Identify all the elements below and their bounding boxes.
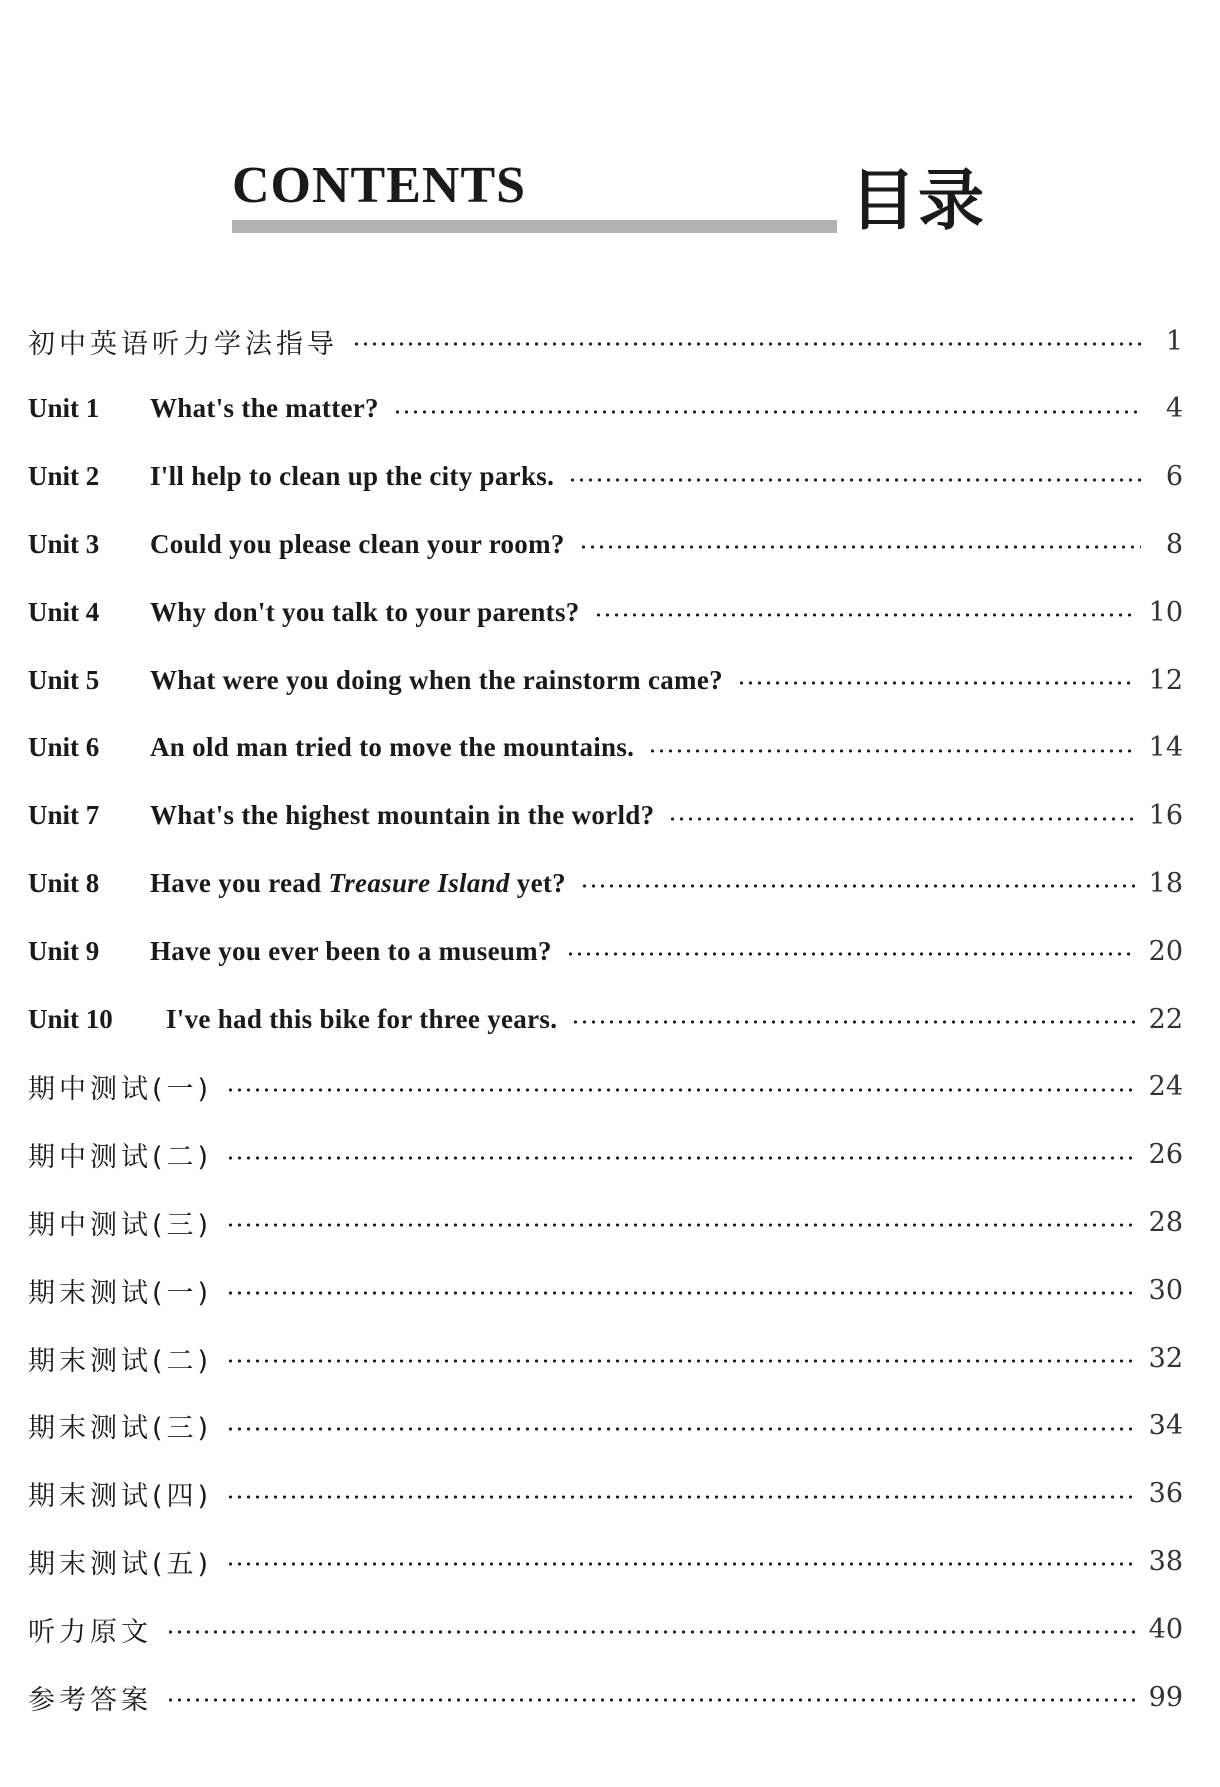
- toc-entry[interactable]: [28, 728, 1183, 768]
- toc-entry-page-number: 40: [1148, 1613, 1183, 1645]
- dot-leader: [226, 1495, 1135, 1499]
- toc-entry-page-number: 26: [1148, 1139, 1183, 1171]
- toc-entry[interactable]: [28, 457, 1183, 497]
- toc-entry[interactable]: [28, 1677, 1183, 1717]
- toc-entry[interactable]: [28, 389, 1183, 429]
- toc-entry-unit-number: Unit 6: [28, 732, 100, 763]
- page-header: [0, 0, 1220, 260]
- toc-entry-title: What's the highest mountain in the world?: [150, 800, 655, 831]
- dot-leader: [226, 1562, 1135, 1566]
- toc-entry-page-number: 38: [1148, 1545, 1183, 1577]
- dot-leader: [571, 1020, 1134, 1024]
- toc-entry-page-number: 28: [1148, 1206, 1183, 1238]
- contents-heading-chinese: 目录: [850, 162, 986, 239]
- toc-entry-title: Have you ever been to a museum?: [150, 935, 552, 966]
- toc-entry-page-number: 22: [1148, 1003, 1183, 1035]
- toc-entry-title: What were you doing when the rainstorm came?: [150, 664, 723, 695]
- toc-entry[interactable]: [28, 931, 1183, 971]
- toc-entry-title-part: Have you read: [150, 867, 329, 898]
- toc-entry[interactable]: [28, 321, 1183, 361]
- toc-entry-title: Why don't you talk to your parents?: [150, 596, 580, 627]
- toc-entry-unit-number: Unit 5: [28, 664, 100, 695]
- toc-entry-page-number: 6: [1165, 461, 1183, 493]
- toc-entry-title: 期末测试(二): [28, 1345, 213, 1377]
- toc-entry-page-number: 99: [1148, 1681, 1183, 1713]
- dot-leader: [579, 545, 1141, 549]
- toc-entry-unit-number: Unit 7: [28, 800, 100, 831]
- toc-entry-page-number: 34: [1148, 1410, 1183, 1442]
- heading-underline-bar: [232, 220, 837, 233]
- toc-entry-title: An old man tried to move the mountains.: [150, 732, 635, 763]
- toc-entry[interactable]: [28, 524, 1183, 564]
- toc-entry-unit-number: Unit 2: [28, 461, 100, 492]
- dot-leader: [668, 817, 1134, 821]
- dot-leader: [566, 952, 1135, 956]
- toc-entry[interactable]: [28, 1202, 1183, 1242]
- toc-entry[interactable]: [28, 1135, 1183, 1175]
- dot-leader: [166, 1698, 1135, 1702]
- toc-entry-title: 期中测试(三): [28, 1209, 213, 1241]
- toc-entry[interactable]: [28, 592, 1183, 632]
- toc-entry-title: 听力原文: [28, 1616, 152, 1648]
- contents-heading: CONTENTS: [232, 157, 527, 214]
- toc-entry[interactable]: [28, 1067, 1183, 1107]
- toc-entry-unit-number: Unit 3: [28, 528, 100, 559]
- toc-entry-page-number: 30: [1148, 1274, 1183, 1306]
- dot-leader: [166, 1630, 1135, 1634]
- toc-entry-title: 期中测试(二): [28, 1142, 213, 1174]
- toc-entry-title: 期末测试(三): [28, 1413, 213, 1445]
- dot-leader: [226, 1359, 1135, 1363]
- toc-entry-title: I'll help to clean up the city parks.: [150, 461, 555, 492]
- toc-entry-title: 期末测试(四): [28, 1481, 213, 1513]
- toc-entry-page-number: 20: [1148, 935, 1183, 967]
- toc-entry-page-number: 24: [1148, 1071, 1183, 1103]
- toc-entry-unit-number: Unit 9: [28, 935, 100, 966]
- toc-entry-title: What's the matter?: [150, 393, 379, 424]
- toc-entry-unit-number: Unit 1: [28, 393, 100, 424]
- toc-entry[interactable]: [28, 999, 1183, 1039]
- toc-entry-unit-number: Unit 8: [28, 867, 100, 898]
- toc-entry-page-number: 32: [1148, 1342, 1183, 1374]
- toc-entry-title: [150, 868, 566, 899]
- toc-entry-title: 期中测试(一): [28, 1074, 213, 1106]
- toc-entry-title: I've had this bike for three years.: [166, 1003, 558, 1034]
- toc-entry-page-number: 16: [1148, 800, 1183, 832]
- dot-leader: [568, 478, 1141, 482]
- dot-leader: [648, 749, 1134, 753]
- toc-entry[interactable]: [28, 1474, 1183, 1514]
- toc-entry-title: 参考答案: [28, 1684, 152, 1716]
- toc-entry-page-number: 4: [1165, 393, 1183, 425]
- toc-entry-title: 初中英语听力学法指导: [28, 328, 338, 360]
- toc-entry-page-number: 8: [1165, 528, 1183, 560]
- toc-entry-unit-number: Unit 4: [28, 596, 100, 627]
- toc-entry[interactable]: [28, 1338, 1183, 1378]
- toc-entry[interactable]: [28, 863, 1183, 903]
- toc-entry-book-title: Treasure Island: [328, 867, 510, 898]
- toc-entry-page-number: 36: [1148, 1478, 1183, 1510]
- toc-entry[interactable]: [28, 1609, 1183, 1649]
- dot-leader: [393, 410, 1141, 414]
- toc-entry[interactable]: [28, 1270, 1183, 1310]
- toc-entry-page-number: 12: [1148, 664, 1183, 696]
- dot-leader: [580, 884, 1135, 888]
- dot-leader: [594, 613, 1135, 617]
- toc-entry-unit-number: Unit 10: [28, 1003, 113, 1034]
- toc-entry[interactable]: [28, 1406, 1183, 1446]
- toc-entry-page-number: 1: [1165, 325, 1183, 357]
- dot-leader: [226, 1088, 1135, 1092]
- toc-entry[interactable]: [28, 796, 1183, 836]
- toc-entry[interactable]: [28, 1541, 1183, 1581]
- dot-leader: [226, 1156, 1135, 1160]
- toc-entry[interactable]: [28, 660, 1183, 700]
- dot-leader: [226, 1223, 1135, 1227]
- dot-leader: [226, 1291, 1135, 1295]
- toc-entry-title: 期末测试(一): [28, 1277, 213, 1309]
- toc-entry-title-part: yet?: [509, 867, 566, 898]
- toc-entry-page-number: 18: [1148, 867, 1183, 899]
- toc-entry-page-number: 10: [1148, 596, 1183, 628]
- dot-leader: [352, 342, 1141, 346]
- dot-leader: [226, 1427, 1135, 1431]
- toc-entry-title: 期末测试(五): [28, 1548, 213, 1580]
- dot-leader: [737, 681, 1135, 685]
- toc-entry-page-number: 14: [1148, 732, 1183, 764]
- toc-entry-title: Could you please clean your room?: [150, 528, 565, 559]
